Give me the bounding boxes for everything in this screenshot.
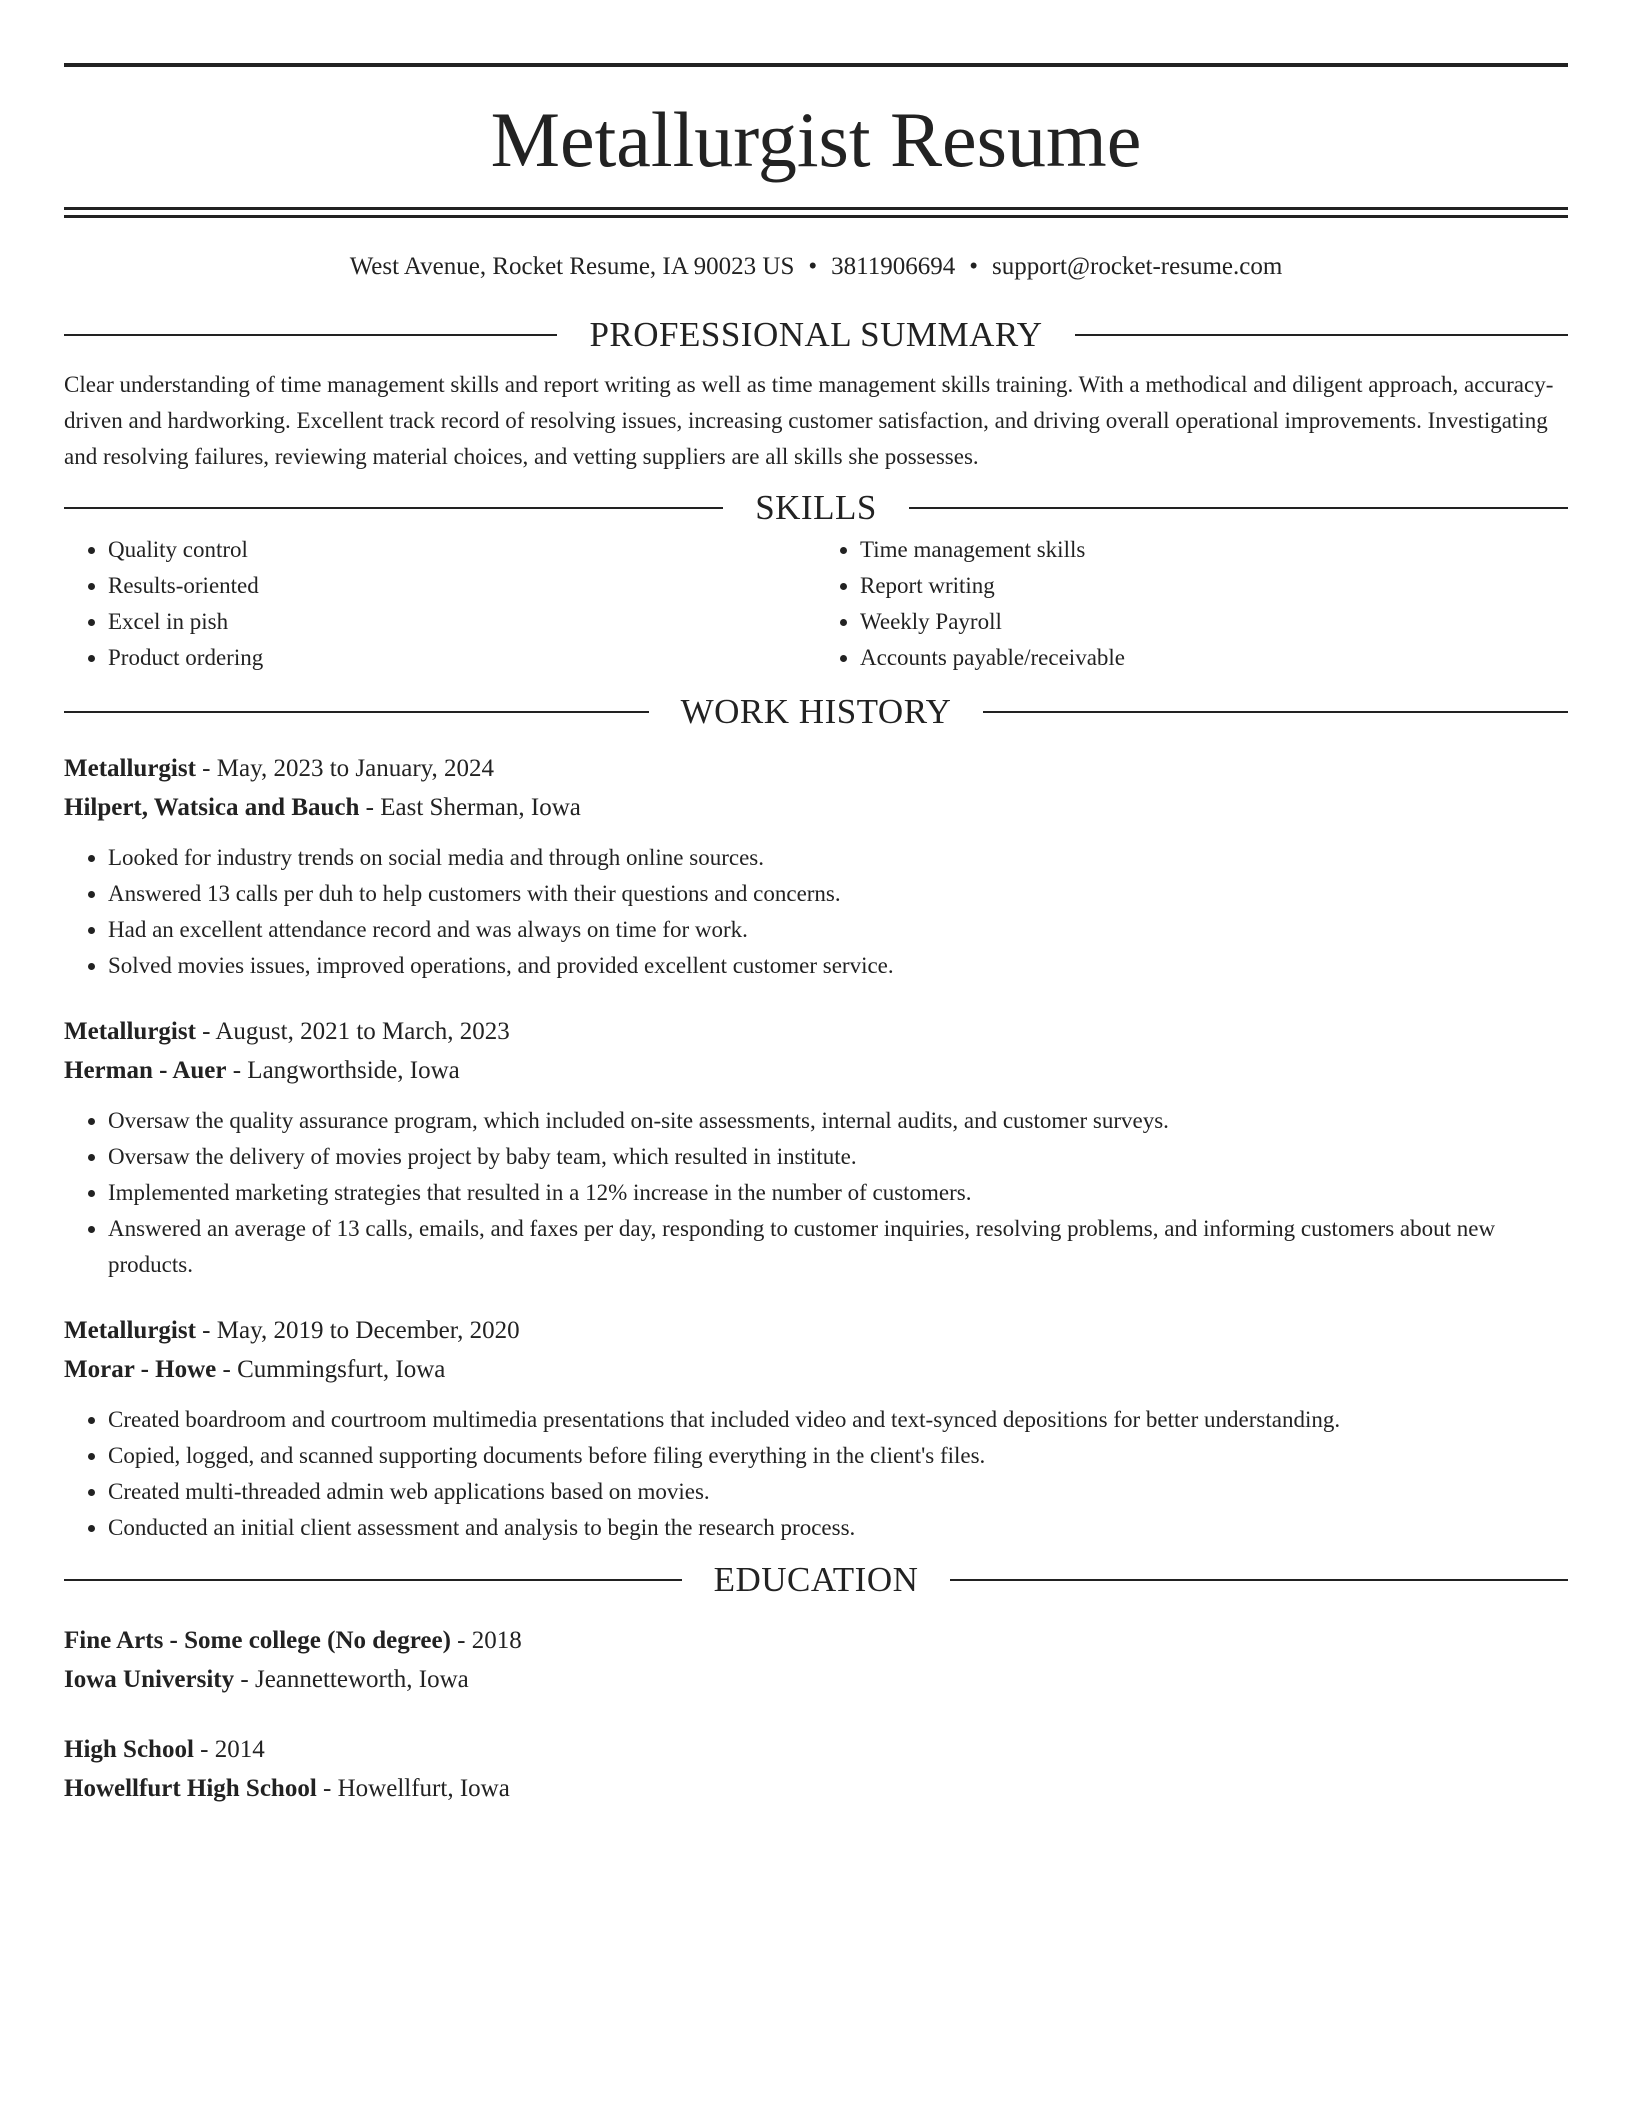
section-title-summary: PROFESSIONAL SUMMARY bbox=[589, 315, 1043, 354]
job-bullet: • Created multi-threaded admin web applications based on movies. bbox=[108, 1474, 1568, 1510]
skill-item: • Time management skills bbox=[860, 532, 1568, 568]
job-bullet: • Solved movies issues, improved operations, and provided excellent customer service. bbox=[108, 948, 1568, 984]
job-bullet: • Had an excellent attendance record and was always on time for work. bbox=[108, 912, 1568, 948]
job-bullet: • Oversaw the delivery of movies project by baby team, which resulted in institute. bbox=[108, 1139, 1568, 1175]
job-dates: - May, 2019 to December, 2020 bbox=[195, 1317, 520, 1344]
contact-address: West Avenue, Rocket Resume, IA 90023 US bbox=[349, 253, 795, 280]
job-location: - Cummingsfurt, Iowa bbox=[216, 1356, 446, 1383]
section-title-skills: SKILLS bbox=[755, 488, 877, 527]
job-title: Metallurgist bbox=[64, 755, 196, 782]
job-title: Metallurgist bbox=[64, 1317, 196, 1344]
job-bullet: • Answered 13 calls per duh to help customers with their questions and concerns. bbox=[108, 876, 1568, 912]
education-school-line bbox=[64, 1769, 1568, 1808]
education-degree: High School bbox=[64, 1736, 194, 1763]
job-bullets bbox=[64, 1103, 1568, 1283]
job-location: - East Sherman, Iowa bbox=[359, 794, 581, 821]
skill-item: • Quality control bbox=[108, 532, 816, 568]
job-company: Morar - Howe bbox=[64, 1356, 217, 1383]
job-company-line bbox=[64, 788, 1568, 827]
work-heading bbox=[64, 692, 1568, 732]
job-entry bbox=[64, 1311, 1568, 1546]
skill-item: • Weekly Payroll bbox=[860, 604, 1568, 640]
divider-line bbox=[1075, 334, 1568, 336]
divider-line bbox=[64, 1579, 682, 1581]
education-school: Iowa University bbox=[64, 1666, 235, 1693]
job-bullet: • Created boardroom and courtroom multimedia presentations that included video and text-synced depositions for better understanding. bbox=[108, 1402, 1568, 1438]
education-school-line bbox=[64, 1660, 1568, 1699]
title-double-rule bbox=[64, 207, 1568, 218]
job-bullet: • Answered an average of 13 calls, emails, and faxes per day, responding to customer inquiries, resolving problems, and informing customers about new products. bbox=[108, 1211, 1568, 1283]
divider-line bbox=[983, 711, 1568, 713]
job-bullet: • Copied, logged, and scanned supporting documents before filing everything in the client's files. bbox=[108, 1438, 1568, 1474]
skill-item: • Accounts payable/receivable bbox=[860, 640, 1568, 676]
education-entry bbox=[64, 1730, 1568, 1808]
job-bullets bbox=[64, 840, 1568, 984]
job-dates: - August, 2021 to March, 2023 bbox=[195, 1018, 510, 1045]
job-bullet: • Implemented marketing strategies that resulted in a 12% increase in the number of customers. bbox=[108, 1175, 1568, 1211]
divider-line bbox=[64, 334, 557, 336]
skills-list bbox=[64, 532, 1568, 676]
skill-item: • Excel in pish bbox=[108, 604, 816, 640]
divider-line bbox=[909, 507, 1568, 509]
skills-column-left bbox=[64, 532, 816, 676]
section-title-work: WORK HISTORY bbox=[680, 692, 952, 731]
job-title-line bbox=[64, 749, 1568, 788]
education-location: - Jeannetteworth, Iowa bbox=[234, 1666, 469, 1693]
education-degree-line bbox=[64, 1621, 1568, 1660]
job-dates: - May, 2023 to January, 2024 bbox=[195, 755, 495, 782]
divider-line bbox=[64, 507, 723, 509]
job-bullet: • Looked for industry trends on social media and through online sources. bbox=[108, 840, 1568, 876]
education-year: - 2018 bbox=[450, 1627, 522, 1654]
education-entry bbox=[64, 1621, 1568, 1699]
education-degree: Fine Arts - Some college (No degree) bbox=[64, 1627, 451, 1654]
section-title-education: EDUCATION bbox=[713, 1560, 919, 1599]
job-company: Herman - Auer bbox=[64, 1057, 227, 1084]
education-school: Howellfurt High School bbox=[64, 1775, 317, 1802]
summary-text: Clear understanding of time management skills and report writing as well as time management skills training. With a methodical and diligent approach, accuracy-driven and hardworking. Excellent track record of resolving issues, increasing customer satisfaction, and driving overall operational improvements. Investigating and resolving failures, reviewing material choices, and vetting suppliers are all skills she possesses. bbox=[64, 372, 1554, 469]
skill-item: • Report writing bbox=[860, 568, 1568, 604]
skill-item: • Product ordering bbox=[108, 640, 816, 676]
page-title: Metallurgist Resume bbox=[490, 96, 1142, 183]
divider-line bbox=[950, 1579, 1568, 1581]
job-company-line bbox=[64, 1350, 1568, 1389]
job-entry bbox=[64, 1012, 1568, 1283]
contact-separator: • bbox=[969, 253, 978, 280]
job-title-line bbox=[64, 1311, 1568, 1350]
education-year: - 2014 bbox=[193, 1736, 265, 1763]
contact-phone: 3811906694 bbox=[831, 253, 956, 280]
skills-column-right bbox=[816, 532, 1568, 676]
job-location: - Langworthside, Iowa bbox=[226, 1057, 460, 1084]
job-bullet: • Conducted an initial client assessment and analysis to begin the research process. bbox=[108, 1510, 1568, 1546]
skills-heading bbox=[64, 488, 1568, 528]
summary-heading bbox=[64, 315, 1568, 355]
job-company-line bbox=[64, 1051, 1568, 1090]
education-heading bbox=[64, 1560, 1568, 1600]
job-company: Hilpert, Watsica and Bauch bbox=[64, 794, 360, 821]
contact-line bbox=[64, 252, 1568, 282]
contact-separator: • bbox=[808, 253, 818, 280]
contact-email: support@rocket-resume.com bbox=[992, 253, 1283, 280]
job-bullets bbox=[64, 1402, 1568, 1546]
job-bullet: • Oversaw the quality assurance program, which included on-site assessments, internal audits, and customer surveys. bbox=[108, 1103, 1568, 1139]
education-location: - Howellfurt, Iowa bbox=[316, 1775, 510, 1802]
skill-item: • Results-oriented bbox=[108, 568, 816, 604]
education-degree-line bbox=[64, 1730, 1568, 1769]
job-title: Metallurgist bbox=[64, 1018, 196, 1045]
resume-page bbox=[64, 0, 1568, 1808]
job-title-line bbox=[64, 1012, 1568, 1051]
divider-line bbox=[64, 711, 649, 713]
job-entry bbox=[64, 749, 1568, 984]
